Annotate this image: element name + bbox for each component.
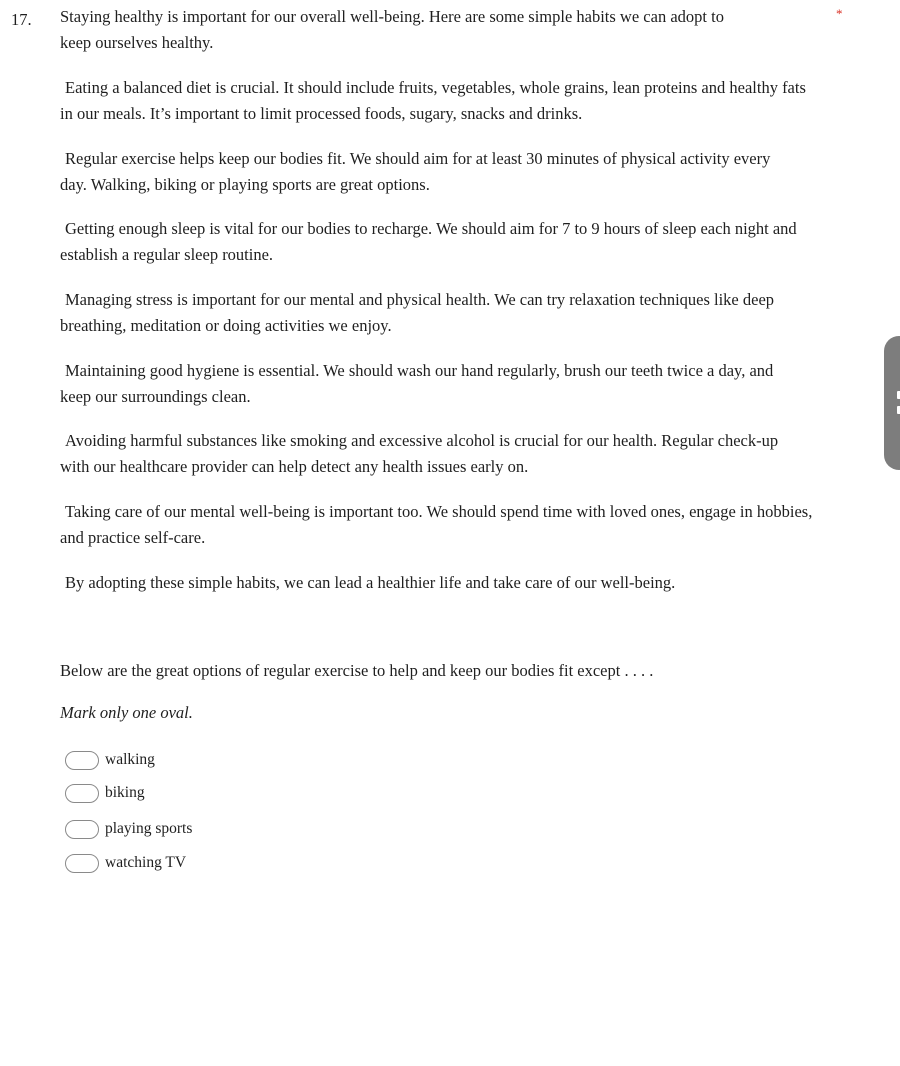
option-label: walking	[105, 751, 155, 768]
required-asterisk: *	[836, 6, 843, 21]
option-biking[interactable]	[65, 781, 145, 805]
option-label: watching TV	[105, 854, 187, 871]
question-intro: Staying healthy is important for our overall well-being. Here are some simple habits we can adopt to keep ourselves healthy.	[60, 7, 724, 52]
option-label: biking	[105, 784, 145, 801]
radio-oval[interactable]	[65, 820, 99, 839]
passage-paragraph-stress: Managing stress is important for our mental and physical health. We can try relaxation techniques like deep breathing, meditation or doing activities we enjoy.	[60, 290, 775, 335]
question-number: 17.	[11, 10, 32, 29]
option-label: playing sports	[105, 820, 193, 837]
passage-paragraph-exercise: Regular exercise helps keep our bodies fit. We should aim for at least 30 minutes of physical activity every day. Walking, biking or playing sports are great options.	[60, 149, 771, 194]
passage-paragraph-hygiene: Maintaining good hygiene is essential. We should wash our hand regularly, brush our teeth twice a day, and keep our surroundings clean.	[60, 361, 774, 406]
passage-paragraph-conclusion: By adopting these simple habits, we can lead a healthier life and take care of our well-being.	[65, 573, 676, 592]
option-playing-sports[interactable]	[65, 817, 192, 841]
radio-oval[interactable]	[65, 854, 99, 873]
passage-paragraph-diet: Eating a balanced diet is crucial. It should include fruits, vegetables, whole grains, lean proteins and healthy fats in our meals. It’s important to limit processed foods, sugary, snacks and drinks.	[60, 78, 806, 123]
passage-paragraph-mental: Taking care of our mental well-being is important too. We should spend time with loved ones, engage in hobbies, and practice self-care.	[60, 502, 813, 547]
radio-oval[interactable]	[65, 784, 99, 803]
passage-paragraph-substances: Avoiding harmful substances like smoking and excessive alcohol is crucial for our health. Regular check-up with our healthcare provider can help detect any health issues early on.	[60, 431, 779, 476]
radio-oval[interactable]	[65, 751, 99, 770]
question-instruction: Mark only one oval.	[60, 703, 193, 722]
passage-paragraph-sleep: Getting enough sleep is vital for our bodies to recharge. We should aim for 7 to 9 hours of sleep each night and establish a regular sleep routine.	[60, 219, 797, 264]
option-watching-tv[interactable]	[65, 851, 186, 875]
side-panel-handle[interactable]	[884, 336, 900, 470]
option-walking[interactable]	[65, 748, 155, 772]
question-prompt: Below are the great options of regular exercise to help and keep our bodies fit except . . . .	[60, 661, 654, 680]
